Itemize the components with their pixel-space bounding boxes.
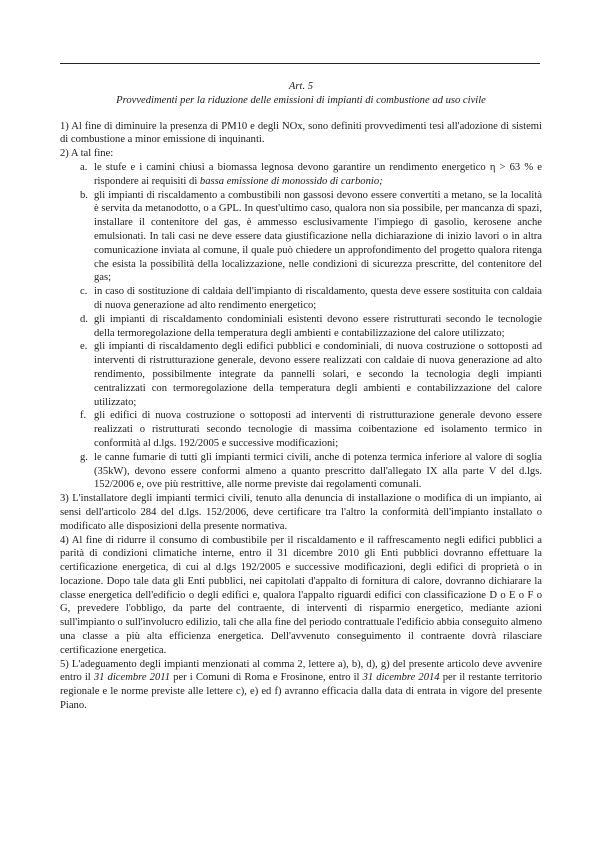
measures-list: [60, 161, 542, 492]
paragraph-1: 1) Al fine di diminuire la presenza di PM10 e degli NOx, sono definiti provvedimenti tesi all'adozione di sistemi di combustione a minor emissione di inquinanti.: [60, 120, 542, 146]
list-marker: g.: [80, 451, 88, 463]
list-marker: a.: [80, 161, 88, 173]
list-item-e: e. gli impianti di riscaldamento degli edifici pubblici e condominiali, di nuova costruzione o sottoposti ad interventi di ristrutturazione generale, devono essere realizzati con caldaie di nuova generazione ad alto rendimento, possibilmente integrate da pannelli solari, e secondo la tecnologia degli impianti centralizzati con termoregolazione della temperatura degli ambienti e contabilizzazione del calore utilizzato;: [80, 341, 542, 408]
deadline-date-2: 31 dicembre 2014: [362, 672, 440, 684]
list-item-c: c. in caso di sostituzione di caldaia dell'impianto di riscaldamento, questa deve essere sostituita con caldaia di nuova generazione ad alto rendimento energetico;: [80, 286, 542, 311]
deadline-date-1: 31 dicembre 2011: [93, 672, 171, 684]
list-marker: d.: [80, 313, 88, 325]
paragraph-5: 5) L'adeguamento degli impianti menzionati al comma 2, lettere a), b), d), g) del presente articolo deve avvenire entro il 31 dicembre 2011 per i Comuni di Roma e Frosinone, entro il 31 dicembre 2014 per il restante territorio regionale e le norme previste alle lettere c), e) ed f) avranno efficacia dalla data di entrata in vigore del presente Piano.: [60, 658, 542, 712]
list-item-b: b. gli impianti di riscaldamento a combustibili non gassosi devono essere convertiti a metano, se la località è servita da metanodotto, o a GPL. In quest'ultimo caso, qualora non sia possibile, per mancanza di spazi, installare il contenitore del gas, è ammesso esclusivamente l'impiego di gasolio, kerosene anche emulsionati. In tali casi ne deve essere data giustificazione nella dichiarazione di inizio lavori o in altra comunicazione inviata al comune, il quale può chiedere un approfondimento del progetto qualora ritenga che esista la possibilità della localizzazione, nelle condizioni di sicurezza prescritte, del contenitore del gas;: [80, 189, 542, 284]
list-marker: f.: [80, 410, 87, 422]
list-item-d: d. gli impianti di riscaldamento condominiali esistenti devono essere ristrutturati secondo le tecnologie della termoregolazione della temperatura degli ambienti e contabilizzazione del calore utilizzato;: [80, 313, 542, 339]
list-item-f: f. gli edifici di nuova costruzione o sottoposti ad interventi di ristrutturazione generale devono essere realizzati o ristrutturati secondo tecnologie di massima coibentazione ed isolamento termico in conformità al d.lgs. 192/2005 e successive modificazioni;: [80, 410, 542, 449]
article-title: Provvedimenti per la riduzione delle emissioni di impianti di combustione ad uso civile: [116, 94, 486, 106]
paragraph-2-intro: 2) A tal fine:: [60, 148, 114, 160]
article-number: Art. 5: [288, 81, 314, 92]
paragraph-4: 4) Al fine di ridurre il consumo di combustibile per il riscaldamento e il raffrescamento negli edifici pubblici a parità di condizioni climatiche interne, entro il 31 dicembre 2010 gli Enti pubblici dovranno effettuare la certificazione energetica, di cui al d.lgs 192/2005 e successive modificazioni, degli edifici di proprietà o in locazione. Dopo tale data gli Enti pubblici, nei capitolati d'appalto di fornitura di calore, dovranno dichiarare la classe energetica dell'edificio o degli edifici e, qualora l'appalto riguardi edifici con classificazione D o E o F o G, prevedere l'obbligo, da parte del contraente, di interventi di risparmio energetico, mediante azioni sull'impianto o sull'involucro edilizio, tali che alla fine del periodo contrattuale l'edificio abbia conseguito almeno una classe a più alta efficienza energetica. Dell'avvenuto conseguimento il contraente dovrà rilasciare certificazione energetica.: [60, 534, 543, 656]
list-marker: b.: [80, 189, 88, 201]
header-rule: [60, 63, 540, 64]
emphasis-text: bassa emissione di monossido di carbonio;: [199, 175, 383, 187]
paragraph-3: 3) L'installatore degli impianti termici civili, tenuto alla denuncia di installazione o modifica di un impianto, ai sensi dell'articolo 284 del d.lgs. 152/2006, deve certificare tra l'altro la conformità dell'impianto installato o modificato alle disposizioni della presente normativa.: [60, 493, 542, 532]
list-item-g: g. le canne fumarie di tutti gli impianti termici civili, anche di potenza termica inferiore al valore di soglia (35kW), devono essere conformi almeno a quanto prescritto dall'allegato IX alla parte V del d.lgs. 152/2006 e, ove più restrittive, alle norme previste dai regolamenti comunali.: [80, 451, 542, 491]
list-marker: e.: [80, 341, 88, 353]
article-body: [60, 80, 542, 713]
list-marker: c.: [80, 286, 88, 298]
list-item-a: a. le stufe e i camini chiusi a biomassa legnosa devono garantire un rendimento energetico η > 63 % e rispondere ai requisiti di bassa emissione di monossido di carbonio;: [80, 161, 542, 187]
